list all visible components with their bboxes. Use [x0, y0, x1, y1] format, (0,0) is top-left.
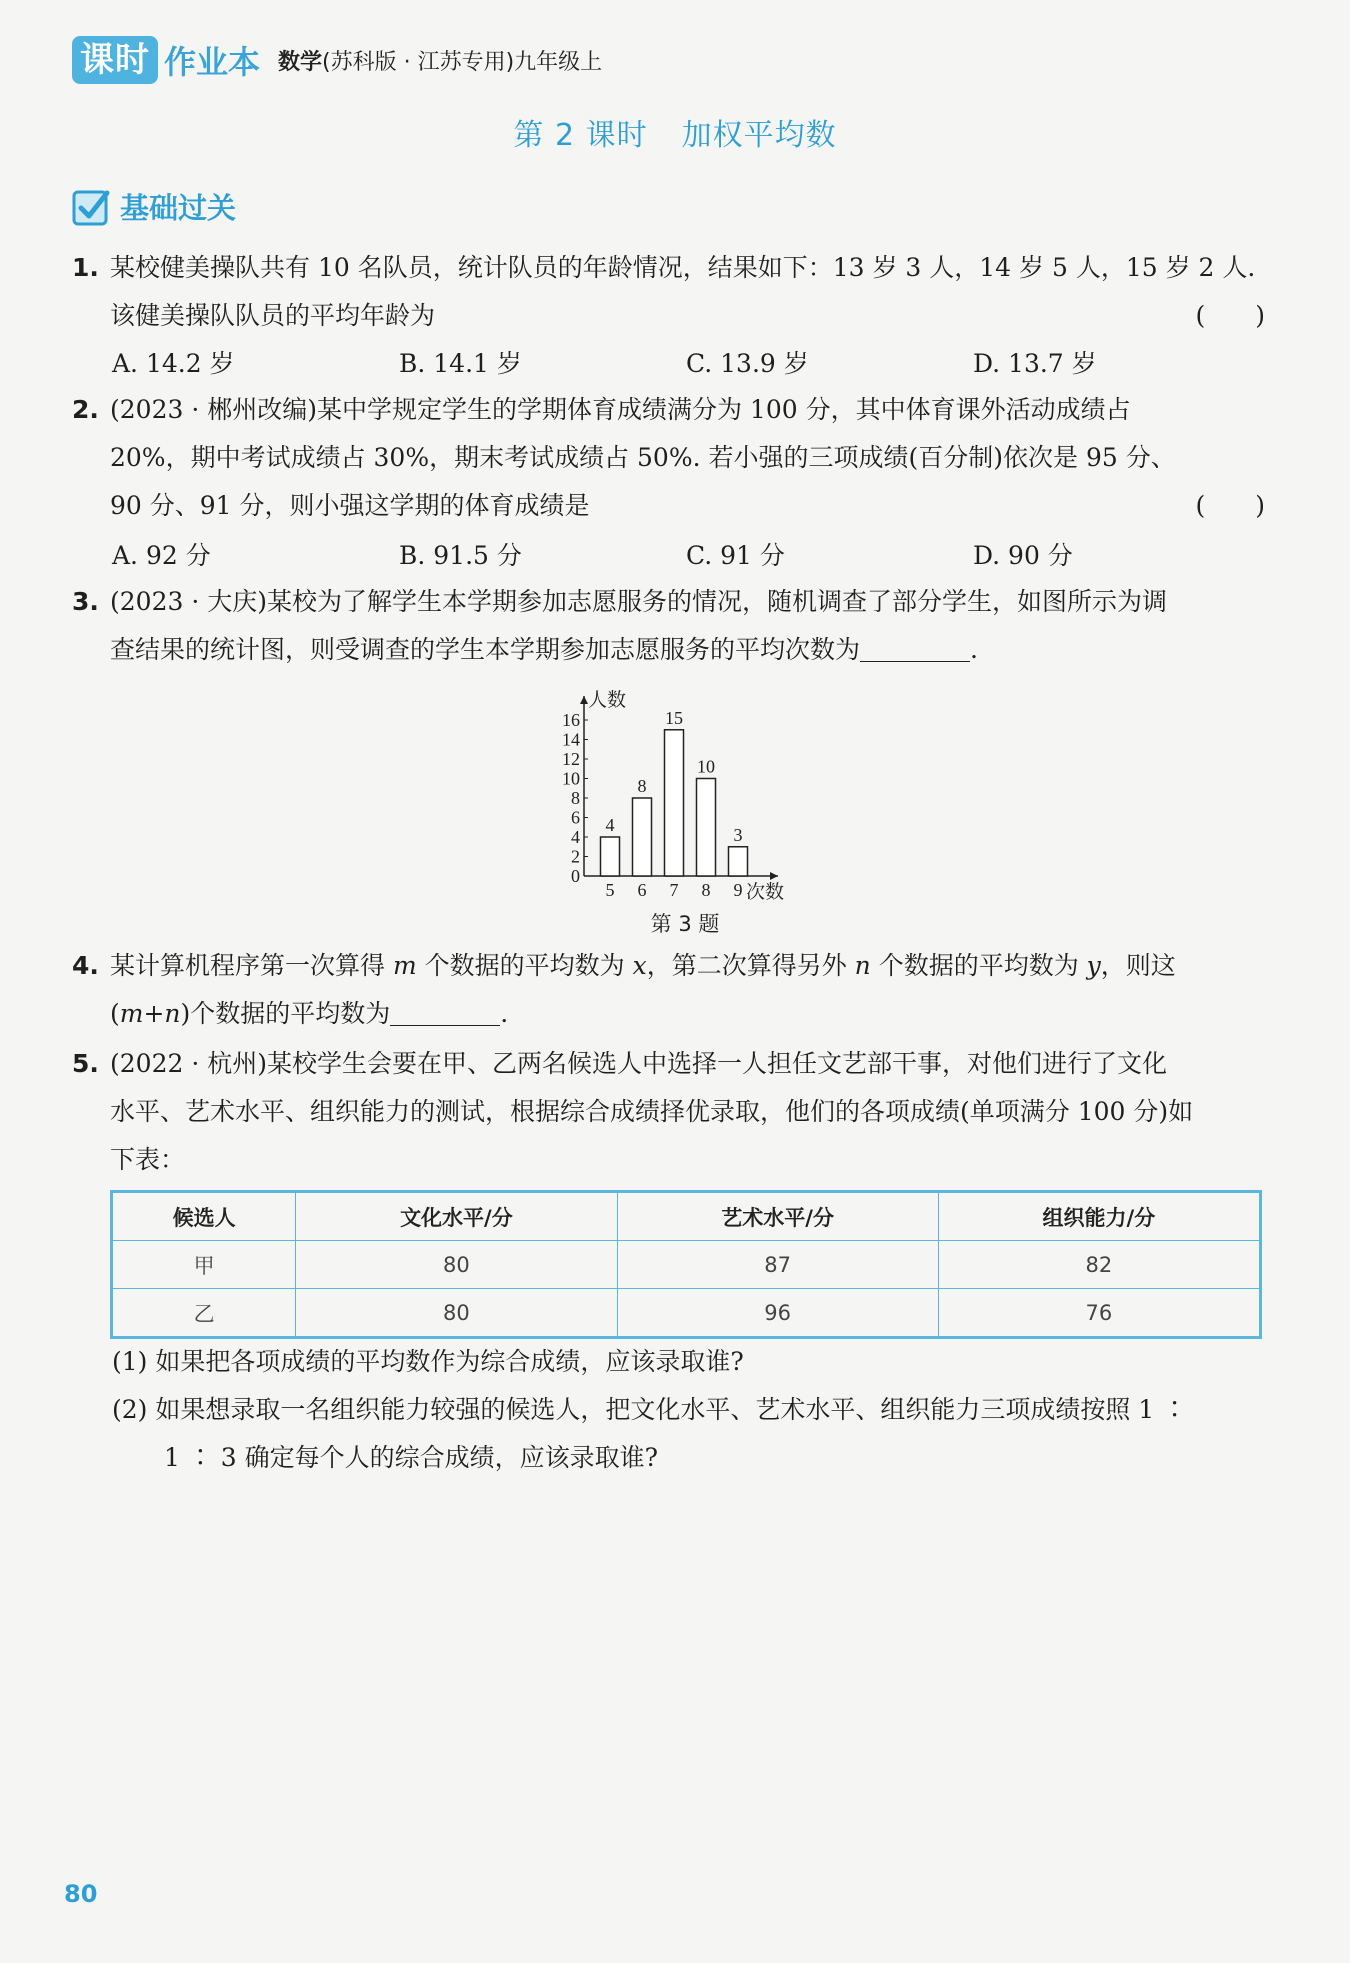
question-4 [72, 942, 1267, 1038]
question-number: 4. [72, 951, 99, 980]
bar-value-label: 10 [697, 756, 715, 777]
chart-caption: 第 3 题 [650, 912, 720, 936]
question-text: 90 分、91 分，则小强这学期的体育成绩是 [110, 491, 590, 520]
table-cell: 80 [296, 1241, 617, 1289]
question-number: 2. [72, 395, 99, 424]
question-text: )个数据的平均数为 [180, 999, 391, 1028]
variable-n: n [854, 951, 871, 980]
question-1 [72, 244, 1267, 340]
x-tick-label: 8 [701, 880, 711, 900]
bar [665, 730, 684, 876]
y-tick-label: 6 [571, 807, 580, 828]
table-cell: 82 [938, 1241, 1259, 1289]
sub-question-text: 1 ∶ 3 确定每个人的综合成绩，应该录取谁? [164, 1443, 659, 1472]
options-q1 [112, 344, 1262, 380]
option-a: A. 92 分 [112, 541, 211, 570]
y-axis-arrow [580, 696, 588, 704]
x-tick-label: 6 [637, 880, 647, 900]
x-tick-label: 9 [733, 880, 743, 900]
option-d: D. 90 分 [973, 541, 1073, 570]
table-cell: 76 [938, 1289, 1259, 1337]
y-tick-label: 14 [562, 729, 580, 750]
bar-value-label: 15 [665, 707, 683, 728]
table-header-row [113, 1193, 1260, 1241]
table-header: 组织能力/分 [938, 1193, 1259, 1241]
section-label: 基础过关 [120, 191, 237, 225]
question-5 [72, 1040, 1267, 1184]
table-cell: 87 [617, 1241, 938, 1289]
question-text: 某计算机程序第一次算得 [110, 951, 393, 980]
y-tick-label: 0 [571, 866, 580, 886]
y-tick-label: 8 [571, 788, 580, 808]
y-tick-label: 2 [571, 846, 580, 867]
lesson-topic: 加权平均数 [681, 118, 837, 153]
question-text: 该健美操队队员的平均年龄为 [110, 301, 436, 330]
sentence-end: . [500, 999, 509, 1028]
bar-value-label: 4 [605, 815, 615, 835]
question-text: ，则这 [1100, 951, 1176, 980]
question-text: ，第二次算得另外 [646, 951, 855, 980]
table-header: 艺术水平/分 [617, 1193, 938, 1241]
x-tick-label: 5 [605, 880, 615, 900]
sentence-end: . [970, 635, 978, 664]
y-axis-label: 人数 [588, 689, 627, 711]
question-text: (2022 · 杭州)某校学生会要在甲、乙两名候选人中选择一人担任文艺部干事，对他们进行了文化 [110, 1049, 1167, 1078]
option-a: A. 14.2 岁 [112, 349, 235, 378]
question-number: 1. [72, 253, 99, 282]
question-text: 查结果的统计图，则受调查的学生本学期参加志愿服务的平均次数为 [110, 635, 861, 664]
option-c: C. 91 分 [686, 541, 785, 570]
x-axis-label: 次数 [746, 881, 785, 903]
table-row [113, 1241, 1260, 1289]
question-text: 某校健美操队共有 10 名队员，统计队员的年龄情况，结果如下：13 岁 3 人，14 岁 5 人，15 岁 2 人. [110, 253, 1256, 282]
table-header: 候选人 [113, 1193, 296, 1241]
question-text: (2023 · 郴州改编)某中学规定学生的学期体育成绩满分为 100 分，其中体育课外活动成绩占 [110, 395, 1131, 424]
variable-y: y [1086, 951, 1101, 980]
lesson-title [0, 110, 1350, 154]
book-edition: (苏科版 · 江苏专用)九年级上 [322, 49, 603, 75]
option-d: D. 13.7 岁 [973, 349, 1097, 378]
x-tick-label: 7 [669, 880, 679, 900]
header [72, 36, 602, 84]
question-3 [72, 578, 1267, 674]
option-b: B. 14.1 岁 [399, 349, 522, 378]
bar-value-label: 8 [637, 776, 647, 796]
expression-m-plus-n: m+n [119, 999, 181, 1028]
book-info [278, 45, 602, 76]
question-text: (2023 · 大庆)某校为了解学生本学期参加志愿服务的情况，随机调查了部分学生，如图所示为调 [110, 587, 1167, 616]
answer-bracket: ( ) [1195, 491, 1265, 520]
y-tick-label: 10 [562, 768, 580, 789]
sub-question-2 [112, 1386, 1262, 1482]
answer-bracket: ( ) [1195, 301, 1265, 330]
options-q2 [112, 536, 1262, 572]
option-b: B. 91.5 分 [399, 541, 522, 570]
question-number: 3. [72, 587, 99, 616]
table-header: 文化水平/分 [296, 1193, 617, 1241]
chart-bars [601, 708, 748, 900]
question-number: 5. [72, 1049, 99, 1078]
lesson-number: 第 2 课时 [513, 118, 648, 153]
variable-x: x [632, 951, 647, 980]
y-tick-label: 16 [562, 710, 580, 730]
question-text: 个数据的平均数为 [870, 951, 1087, 980]
bar [601, 837, 620, 876]
bar [633, 798, 652, 876]
question-text: ( [110, 999, 120, 1028]
table-cell: 96 [617, 1289, 938, 1337]
question-2 [72, 386, 1267, 530]
brand-name: 作业本 [164, 43, 261, 81]
table-cell: 80 [296, 1289, 617, 1337]
x-axis-arrow [770, 872, 778, 880]
bar-chart-svg [540, 676, 840, 906]
answer-blank [390, 997, 500, 1026]
question-text: 个数据的平均数为 [416, 951, 633, 980]
bar [697, 779, 716, 877]
question-text: 水平、艺术水平、组织能力的测试，根据综合成绩择优录取，他们的各项成绩(单项满分 100 分)如 [110, 1097, 1194, 1126]
sub-question-1: (1) 如果把各项成绩的平均数作为综合成绩，应该录取谁? [112, 1347, 744, 1376]
table-row [113, 1289, 1260, 1337]
page-number: 80 [64, 1880, 98, 1908]
question-text: 下表： [110, 1145, 186, 1174]
answer-blank [860, 633, 970, 662]
table-cell: 甲 [113, 1241, 296, 1289]
checkbox-check-icon [72, 188, 110, 226]
bar-value-label: 3 [733, 824, 743, 845]
variable-m: m [392, 951, 417, 980]
scores-table [112, 1192, 1260, 1337]
sub-question-text: (2) 如果想录取一名组织能力较强的候选人，把文化水平、艺术水平、组织能力三项成绩按照 1 ∶ [112, 1395, 1188, 1424]
table-cell: 乙 [113, 1289, 296, 1337]
brand-logo: 课时 [72, 36, 158, 84]
question-text: 20%，期中考试成绩占 30%，期末考试成绩占 50%. 若小强的三项成绩(百分制)依次是 95 分、 [110, 443, 1176, 472]
y-tick-label: 4 [571, 827, 580, 847]
section-header [72, 186, 236, 227]
book-subject: 数学 [278, 49, 323, 75]
option-c: C. 13.9 岁 [686, 349, 809, 378]
bar [729, 847, 748, 876]
y-tick-label: 12 [562, 749, 580, 769]
